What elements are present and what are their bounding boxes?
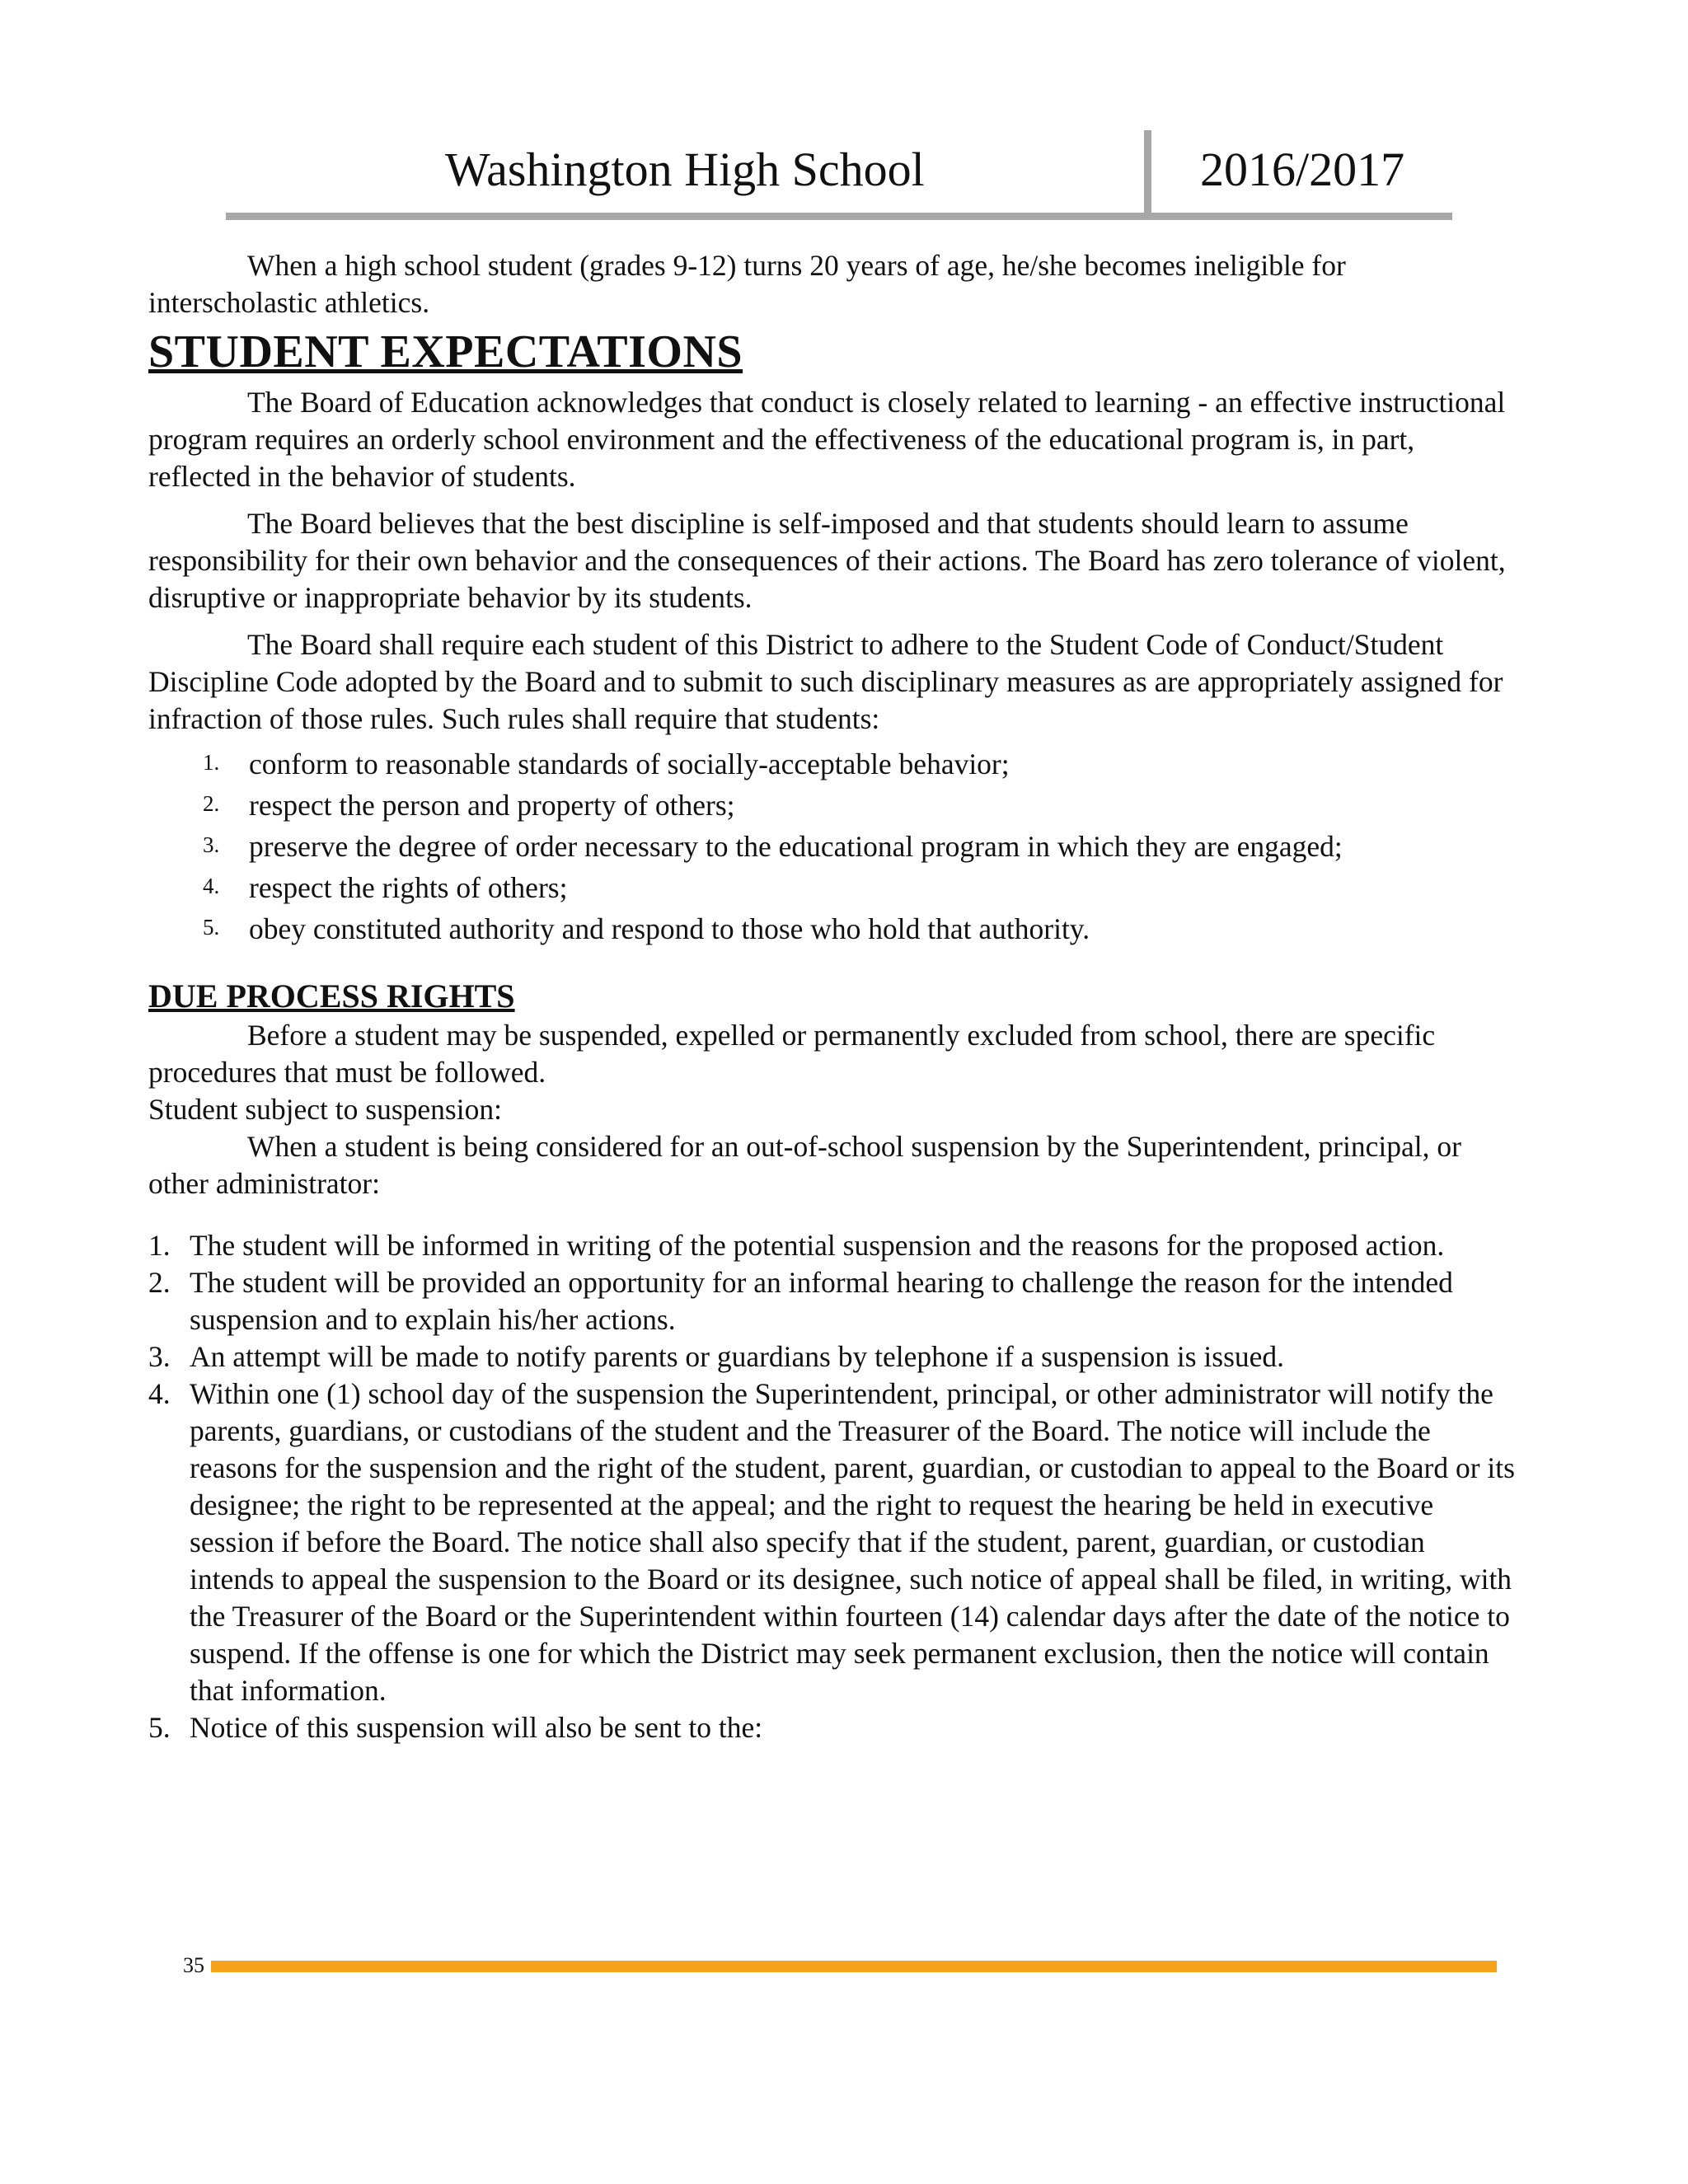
list-item-text: respect the person and property of others;: [249, 789, 735, 822]
list-item: [148, 1376, 1517, 1709]
suspension-procedure-list: [148, 1227, 1517, 1746]
expectations-paragraph-2: The Board believes that the best discipline is self-imposed and that students should learn to assume responsibility for their own behavior and the consequences of their actions. The Board has zero tolerance of violent, disruptive or inappropriate behavior by its students.: [148, 507, 1506, 614]
list-item: [148, 787, 1444, 824]
due-process-intro: Before a student may be suspended, expelled or permanently excluded from school, there are specific procedures that must be followed.: [148, 1019, 1436, 1089]
list-item-number: 2.: [203, 791, 220, 816]
list-item-number: 4.: [148, 1377, 171, 1410]
list-item-number: 5.: [203, 915, 220, 940]
list-item-number: 1.: [203, 750, 220, 775]
list-item-text: respect the rights of others;: [249, 871, 568, 904]
page-number: 35: [183, 1953, 204, 1977]
list-item-text: The student will be provided an opportunity for an informal hearing to challenge the reason for the intended suspension and to explain his/her actions.: [190, 1266, 1453, 1336]
suspension-subheading: Student subject to suspension:: [148, 1093, 502, 1126]
list-item-text: conform to reasonable standards of socially-acceptable behavior;: [249, 748, 1010, 780]
list-item: [148, 1338, 1517, 1376]
footer-bar: [211, 1961, 1497, 1972]
list-item-text: Notice of this suspension will also be sent to the:: [190, 1711, 763, 1744]
header-divider-vertical: [1144, 130, 1151, 216]
expectations-paragraph-3: The Board shall require each student of this District to adhere to the Student Code of Conduct/Student Discipline Code adopted by the Board and to submit to such disciplinary measures as are appropriately assigned for infraction of those rules. Such rules shall require that students:: [148, 628, 1503, 735]
list-item-number: 2.: [148, 1266, 171, 1299]
section-heading-due-process: DUE PROCESS RIGHTS: [148, 977, 515, 1015]
list-item: [148, 1227, 1517, 1264]
list-item: [148, 828, 1444, 865]
school-year: 2016/2017: [1200, 143, 1405, 196]
intro-paragraph: When a high school student (grades 9-12) turns 20 years of age, he/she becomes ineligible for interscholastic athletics.: [148, 249, 1346, 319]
list-item: [148, 1264, 1517, 1338]
header-rule: [226, 213, 1452, 220]
list-item-text: An attempt will be made to notify parents or guardians by telephone if a suspension is issued.: [190, 1340, 1285, 1373]
list-item: [148, 869, 1444, 907]
list-item-text: The student will be informed in writing of the potential suspension and the reasons for the proposed action.: [190, 1229, 1445, 1262]
expectations-paragraph-1: The Board of Education acknowledges that conduct is closely related to learning - an effective instructional program requires an orderly school environment and the effectiveness of the educational program is, in part, reflected in the behavior of students.: [148, 386, 1506, 493]
list-item-number: 3.: [148, 1340, 171, 1373]
list-item-number: 5.: [148, 1711, 171, 1744]
section-heading-student-expectations: STUDENT EXPECTATIONS: [148, 326, 743, 377]
document-title: Washington High School: [445, 143, 925, 196]
list-item-text: obey constituted authority and respond to those who hold that authority.: [249, 912, 1090, 945]
page-body: [148, 247, 1517, 1746]
list-item-number: 3.: [203, 832, 220, 857]
list-item-number: 1.: [148, 1229, 171, 1262]
list-item: [148, 746, 1444, 783]
student-rules-list: [148, 746, 1517, 948]
list-item-text: Within one (1) school day of the suspension the Superintendent, principal, or other administrator will notify the parents, guardians, or custodians of the student and the Treasurer of the Board. The notice will include the reasons for the suspension and the right of the student, parent, guardian, or custodian to appeal to the Board or its designee; the right to be represented at the appeal; and the right to request the hearing be held in executive session if before the Board. The notice shall also specify that if the student, parent, guardian, or custodian intends to appeal the suspension to the Board or its designee, such notice of appeal shall be filed, in writing, with the Treasurer of the Board or the Superintendent within fourteen (14) calendar days after the date of the notice to suspend. If the offense is one for which the District may seek permanent exclusion, then the notice will contain that information.: [190, 1377, 1515, 1707]
list-item-text: preserve the degree of order necessary to the educational program in which they are engaged;: [249, 830, 1343, 863]
list-item: [148, 911, 1444, 948]
suspension-lead: When a student is being considered for an out-of-school suspension by the Superintendent, principal, or other administrator:: [148, 1130, 1461, 1200]
list-item-number: 4.: [203, 874, 220, 898]
list-item: [148, 1709, 1517, 1746]
